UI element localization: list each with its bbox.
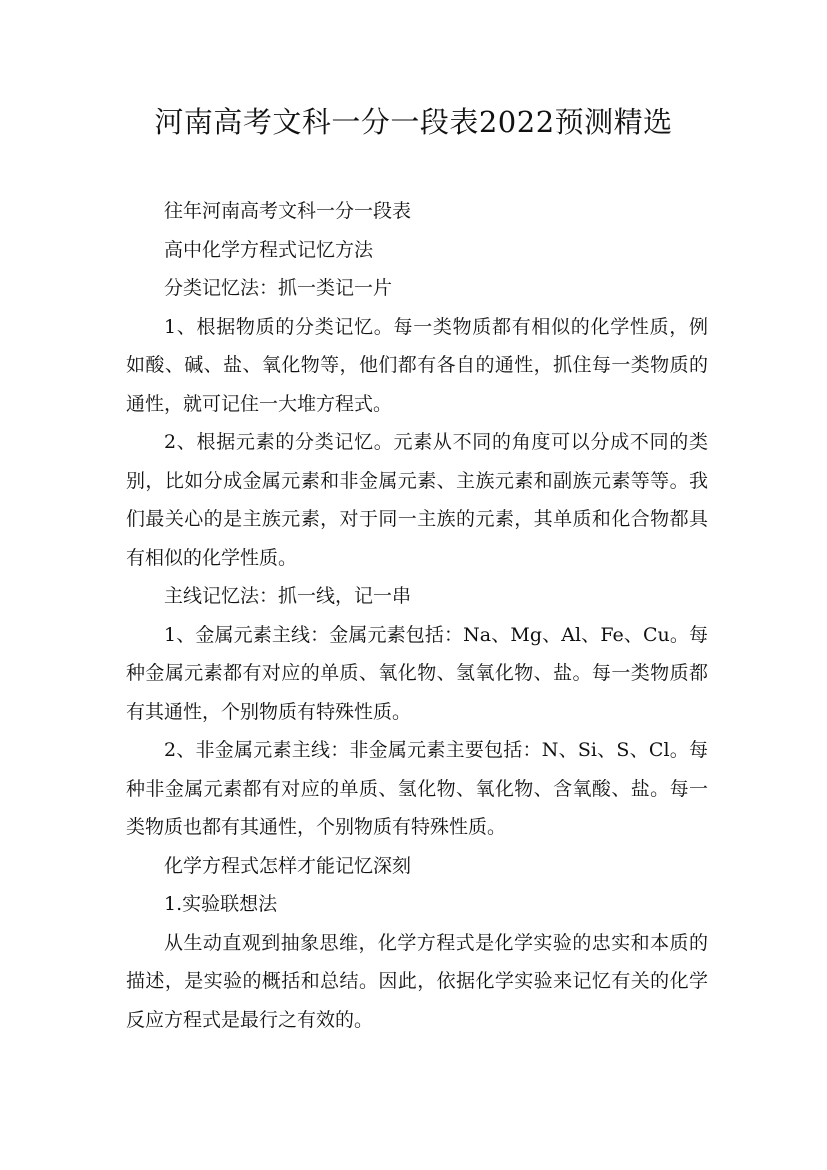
paragraph: 化学方程式怎样才能记忆深刻: [164, 854, 412, 877]
paragraph: 分类记忆法：抓一类记一片: [164, 277, 393, 299]
paragraph: 1、根据物质的分类记忆。每一类物质都有相似的化学性质，例如酸、碱、盐、氧化物等，他们都有各自的通性，抓住每一类物质的通性，就可记住一大堆方程式。: [126, 315, 708, 415]
paragraph: 往年河南高考文科一分一段表: [164, 200, 412, 222]
paragraph: 1.实验联想法: [164, 893, 278, 915]
paragraph: 2、根据元素的分类记忆。元素从不同的角度可以分成不同的类别，比如分成金属元素和非金属元素、主族元素和副族元素等等。我们最关心的是主族元素，对于同一主族的元素，其单质和化合物都具有相似的化学性质。: [126, 431, 708, 569]
paragraph: 主线记忆法：抓一线，记一串: [164, 585, 412, 607]
document-title: 河南高考文科一分一段表2022预测精选: [154, 105, 673, 139]
paragraph: 从生动直观到抽象思维，化学方程式是化学实验的忠实和本质的描述，是实验的概括和总结。因此，依据化学实验来记忆有关的化学反应方程式是最行之有效的。: [126, 931, 708, 1031]
paragraph: 2、非金属元素主线：非金属元素主要包括：N、Si、S、Cl。每种非金属元素都有对应的单质、氢化物、氧化物、含氧酸、盐。每一类物质也都有其通性，个别物质有特殊性质。: [126, 739, 708, 838]
paragraph: 1、金属元素主线：金属元素包括：Na、Mg、Al、Fe、Cu。每种金属元素都有对应的单质、氧化物、氢氧化物、盐。每一类物质都有其通性，个别物质有特殊性质。: [126, 623, 708, 723]
document-body: [126, 192, 708, 1039]
paragraph: 高中化学方程式记忆方法: [164, 238, 374, 261]
